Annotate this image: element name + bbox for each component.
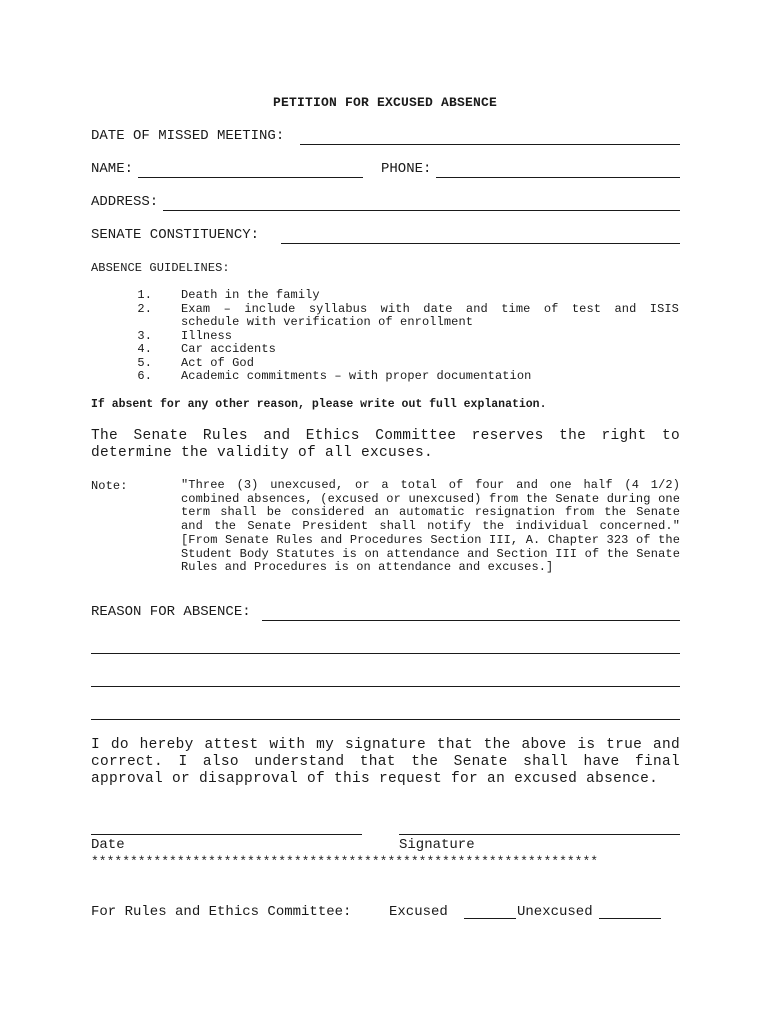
guideline-text: Illness bbox=[181, 328, 233, 343]
guideline-item bbox=[136, 369, 681, 383]
guideline-text: Act of God bbox=[181, 355, 255, 370]
form-title: PETITION FOR EXCUSED ABSENCE bbox=[272, 95, 498, 110]
address-field[interactable] bbox=[163, 210, 680, 211]
committee-use-label: For Rules and Ethics Committee: bbox=[91, 904, 352, 920]
address-label: ADDRESS: bbox=[91, 194, 159, 210]
reason-field-line-2[interactable] bbox=[91, 653, 680, 654]
date-label: Date bbox=[91, 837, 125, 853]
guideline-item bbox=[136, 288, 681, 302]
guideline-number: 6. bbox=[137, 369, 152, 383]
date-signature-field[interactable] bbox=[91, 834, 362, 835]
unexcused-label: Unexcused bbox=[517, 904, 593, 920]
guideline-number: 4. bbox=[137, 342, 152, 356]
guideline-text: Car accidents bbox=[181, 342, 276, 356]
constituency-field[interactable] bbox=[281, 243, 680, 244]
guidelines-list bbox=[136, 288, 681, 383]
other-reason-instruction: If absent for any other reason, please write out full explanation. bbox=[91, 398, 547, 411]
reason-field-line-1[interactable] bbox=[262, 620, 680, 621]
guideline-text: Exam – include syllabus with date and time of test and ISIS bbox=[181, 301, 679, 316]
note-label: Note: bbox=[91, 479, 128, 493]
note-text: "Three (3) unexcused, or a total of four and one half (4 1/2) combined absences, (excused or unexcused) from the Senate during one term shall be considered an automatic resignation from the Senate and the Senate President shall notify the individual concerned." [From Senate Rules and Procedures Section III, A. Chapter 323 of the Student Body Statutes is on attendance and Section III of the Senate Rules and Procedures is on attendance and excuses.] bbox=[181, 478, 680, 575]
guidelines-heading: ABSENCE GUIDELINES: bbox=[91, 261, 230, 275]
reason-field-line-4[interactable] bbox=[91, 719, 680, 720]
guideline-item bbox=[136, 302, 681, 316]
excused-label: Excused bbox=[389, 904, 448, 920]
phone-label: PHONE: bbox=[381, 161, 432, 177]
phone-field[interactable] bbox=[436, 177, 680, 178]
separator-line: ***************************************************************** bbox=[91, 854, 599, 869]
guideline-number: 1. bbox=[137, 288, 152, 302]
name-field[interactable] bbox=[138, 177, 363, 178]
excused-field[interactable] bbox=[464, 918, 516, 919]
guideline-item-continuation bbox=[136, 315, 681, 329]
guideline-item bbox=[136, 356, 681, 370]
guideline-item bbox=[136, 342, 681, 356]
guideline-text: Academic commitments – with proper documentation bbox=[181, 369, 532, 383]
reason-field-line-3[interactable] bbox=[91, 686, 680, 687]
reason-label: REASON FOR ABSENCE: bbox=[91, 604, 251, 620]
guideline-number: 5. bbox=[137, 355, 152, 370]
guideline-text: Death in the family bbox=[181, 288, 320, 302]
date-missed-field[interactable] bbox=[300, 144, 680, 145]
guideline-text: schedule with verification of enrollment bbox=[181, 315, 474, 329]
date-missed-label: DATE OF MISSED MEETING: bbox=[91, 128, 285, 144]
guideline-number: 3. bbox=[137, 328, 152, 343]
name-label: NAME: bbox=[91, 161, 134, 177]
guideline-number: 2. bbox=[137, 301, 152, 316]
signature-field[interactable] bbox=[399, 834, 680, 835]
constituency-label: SENATE CONSTITUENCY: bbox=[91, 227, 260, 243]
unexcused-field[interactable] bbox=[599, 918, 661, 919]
signature-label: Signature bbox=[399, 837, 475, 853]
attestation-statement: I do hereby attest with my signature that the above is true and correct. I also understand that the Senate shall have final approval or disapproval of this request for an excused absence. bbox=[91, 737, 680, 787]
guideline-item bbox=[136, 329, 681, 343]
committee-statement: The Senate Rules and Ethics Committee reserves the right to determine the validity of all excuses. bbox=[91, 428, 680, 461]
